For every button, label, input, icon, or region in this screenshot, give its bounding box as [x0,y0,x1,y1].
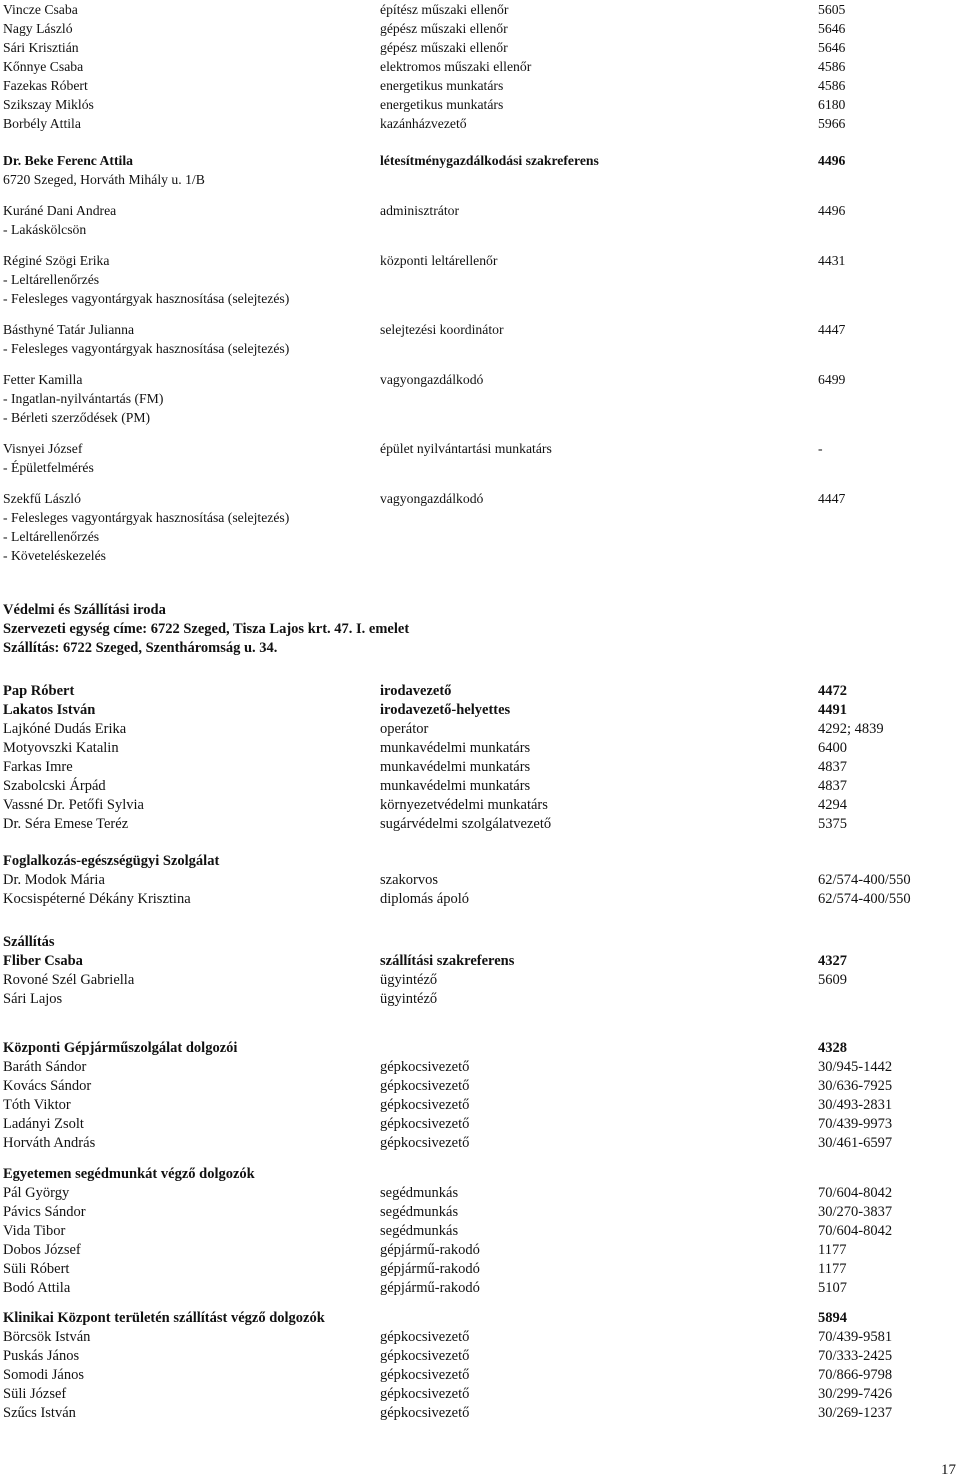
task-line [3,389,933,408]
staff-phone: 1177 [818,1242,847,1258]
staff-extension: 6400 [818,740,847,756]
staff-name: Puskás János [3,1348,80,1364]
staff-extension: 4431 [818,253,846,268]
staff-name: Sári Krisztián [3,40,79,55]
staff-role: vagyongazdálkodó [380,491,484,506]
staff-row [3,370,933,389]
staff-name: Motyovszki Katalin [3,740,119,756]
staff-name: Básthyné Tatár Julianna [3,322,135,337]
section-extension: 4328 [818,1040,847,1056]
staff-row [3,1347,933,1366]
staff-role: segédmunkás [380,1204,459,1220]
staff-name: Pál György [3,1185,70,1201]
staff-row [3,201,933,220]
staff-phone: 70/439-9973 [818,1116,893,1132]
task-line [3,220,933,239]
head-extension: 4496 [818,153,846,168]
staff-phone: 70/866-9798 [818,1367,893,1383]
staff-name: Süli Róbert [3,1261,70,1277]
task-line [3,339,933,358]
staff-name: Dr. Séra Emese Teréz [3,816,129,832]
staff-task: - Ingatlan-nyilvántartás (FM) [3,391,164,406]
staff-name: Kocsispéterné Dékány Krisztina [3,891,191,907]
staff-name: Baráth Sándor [3,1059,87,1075]
staff-name: Lajkóné Dudás Erika [3,721,127,737]
staff-name: Süli József [3,1386,67,1402]
staff-extension: 4837 [818,778,847,794]
staff-row [3,890,933,909]
staff-task: - Felesleges vagyontárgyak hasznosítása (selejtezés) [3,341,290,356]
staff-name: Börcsök István [3,1329,91,1345]
staff-name: Bodó Attila [3,1280,71,1296]
staff-name: Vida Tibor [3,1223,66,1239]
section-heading: Klinikai Központ területén szállítást végző dolgozók [3,1310,325,1326]
staff-role: szállítási szakreferens [380,953,515,969]
staff-extension: 4292; 4839 [818,721,884,737]
staff-row [3,682,933,701]
staff-row [3,1260,933,1279]
staff-role: gépkocsivezető [380,1116,470,1132]
staff-row [3,251,933,270]
section-title [3,1309,933,1328]
staff-role: gépkocsivezető [380,1059,470,1075]
staff-task: - Lakáskölcsön [3,222,87,237]
section-title [3,1039,933,1058]
staff-row [3,871,933,890]
staff-role: gépjármű-rakodó [380,1242,480,1258]
staff-row [3,952,933,971]
staff-phone: 70/604-8042 [818,1223,893,1239]
staff-row [3,76,933,95]
staff-row [3,815,933,834]
staff-role: selejtezési koordinátor [380,322,504,337]
staff-phone: 30/269-1237 [818,1405,893,1421]
staff-phone: 70/439-9581 [818,1329,893,1345]
staff-role: központi leltárellenőr [380,253,498,268]
staff-name: Tóth Viktor [3,1097,71,1113]
staff-role: operátor [380,721,429,737]
staff-phone: 30/945-1442 [818,1059,893,1075]
staff-row [3,990,933,1009]
staff-phone: 70/333-2425 [818,1348,893,1364]
staff-row [3,701,933,720]
head-role: létesítménygazdálkodási szakreferens [380,153,599,168]
staff-name: Kőnnye Csaba [3,59,84,74]
office-shipping-address: Szállítás: 6722 Szeged, Szentháromság u. 34. [3,640,278,656]
staff-task: - Leltárellenőrzés [3,272,100,287]
staff-role: kazánházvezető [380,116,467,131]
staff-name: Visnyei József [3,441,83,456]
staff-phone: 30/270-3837 [818,1204,893,1220]
staff-phone: 30/461-6597 [818,1135,893,1151]
staff-role: ügyintéző [380,972,438,988]
staff-row [3,1241,933,1260]
task-line [3,527,933,546]
head-name: Dr. Beke Ferenc Attila [3,153,134,168]
address-line [3,639,933,658]
staff-row [3,1366,933,1385]
staff-row [3,720,933,739]
task-line [3,546,933,565]
address-line [3,620,933,639]
section-title [3,1165,933,1184]
staff-extension: 5605 [818,2,846,17]
task-line [3,270,933,289]
staff-row [3,1328,933,1347]
staff-role: munkavédelmi munkatárs [380,778,531,794]
staff-row [3,1096,933,1115]
staff-role: gépkocsivezető [380,1386,470,1402]
staff-name: Szekfű László [3,491,81,506]
staff-role: segédmunkás [380,1223,459,1239]
staff-extension: 5646 [818,21,846,36]
staff-name: Kovács Sándor [3,1078,92,1094]
staff-name: Ladányi Zsolt [3,1116,84,1132]
staff-role: diplomás ápoló [380,891,470,907]
staff-name: Dr. Modok Mária [3,872,105,888]
staff-role: gépjármű-rakodó [380,1280,480,1296]
staff-name: Nagy László [3,21,73,36]
section-heading: Egyetemen segédmunkát végző dolgozók [3,1166,255,1182]
staff-extension: 4586 [818,59,846,74]
staff-name: Szűcs István [3,1405,76,1421]
staff-name: Lakatos István [3,702,96,718]
section-heading: Központi Gépjárműszolgálat dolgozói [3,1040,238,1056]
staff-task: - Épületfelmérés [3,460,94,475]
section-title [3,601,933,620]
staff-extension: 5375 [818,816,847,832]
staff-row [3,1115,933,1134]
staff-name: Vassné Dr. Petőfi Sylvia [3,797,144,813]
staff-name: Szabolcski Árpád [3,778,106,794]
staff-name: Kuráné Dani Andrea [3,203,117,218]
staff-row [3,1203,933,1222]
staff-role: energetikus munkatárs [380,97,504,112]
staff-row [3,1077,933,1096]
staff-role: épület nyilvántartási munkatárs [380,441,552,456]
staff-name: Fazekas Róbert [3,78,88,93]
staff-role: gépkocsivezető [380,1405,470,1421]
staff-role: sugárvédelmi szolgálatvezető [380,816,552,832]
staff-phone: 30/493-2831 [818,1097,893,1113]
staff-row [3,758,933,777]
staff-row [3,1134,933,1153]
staff-name: Fetter Kamilla [3,372,83,387]
staff-name: Somodi János [3,1367,84,1383]
staff-extension: 4294 [818,797,847,813]
staff-role: munkavédelmi munkatárs [380,759,531,775]
staff-role: ügyintéző [380,991,438,1007]
staff-name: Pap Róbert [3,683,75,699]
office-title: Védelmi és Szállítási iroda [3,602,166,618]
staff-role: munkavédelmi munkatárs [380,740,531,756]
section-heading: Foglalkozás-egészségügyi Szolgálat [3,853,220,869]
staff-role: irodavezető [380,683,452,699]
head-row [3,151,933,170]
staff-role: vagyongazdálkodó [380,372,484,387]
staff-role: gépkocsivezető [380,1135,470,1151]
staff-phone: 30/299-7426 [818,1386,893,1402]
staff-role: szakorvos [380,872,438,888]
staff-row [3,19,933,38]
staff-row [3,971,933,990]
staff-extension: 4472 [818,683,847,699]
address-line [3,170,933,189]
staff-name: Fliber Csaba [3,953,83,969]
staff-role: elektromos műszaki ellenőr [380,59,532,74]
staff-name: Horváth András [3,1135,96,1151]
staff-extension: 4496 [818,203,846,218]
staff-name: Farkas Imre [3,759,73,775]
staff-row [3,439,933,458]
staff-name: Szikszay Miklós [3,97,94,112]
staff-task: - Felesleges vagyontárgyak hasznosítása (selejtezés) [3,510,290,525]
staff-role: gépkocsivezető [380,1348,470,1364]
staff-name: Rovoné Szél Gabriella [3,972,135,988]
head-address: 6720 Szeged, Horváth Mihály u. 1/B [3,172,205,187]
staff-phone: 70/604-8042 [818,1185,893,1201]
staff-role: környezetvédelmi munkatárs [380,797,548,813]
staff-extension: 4447 [818,491,846,506]
section-title [3,852,933,871]
staff-role: gépkocsivezető [380,1329,470,1345]
staff-row [3,114,933,133]
staff-role: gépkocsivezető [380,1078,470,1094]
staff-name: Sári Lajos [3,991,63,1007]
staff-role: irodavezető-helyettes [380,702,511,718]
staff-row [3,1385,933,1404]
section-extension: 5894 [818,1310,847,1326]
staff-row [3,777,933,796]
staff-extension: - [818,441,823,456]
staff-task: - Felesleges vagyontárgyak hasznosítása (selejtezés) [3,291,290,306]
staff-task: - Követeléskezelés [3,548,106,563]
staff-extension: 5646 [818,40,846,55]
staff-extension: 4837 [818,759,847,775]
staff-row [3,1222,933,1241]
task-line [3,289,933,308]
staff-name: Borbély Attila [3,116,81,131]
staff-extension: 6180 [818,97,846,112]
staff-phone: 30/636-7925 [818,1078,893,1094]
staff-phone: 1177 [818,1261,847,1277]
staff-role: gépkocsivezető [380,1367,470,1383]
staff-row [3,489,933,508]
staff-task: - Leltárellenőrzés [3,529,100,544]
staff-role: gépjármű-rakodó [380,1261,480,1277]
staff-phone: 62/574-400/550 [818,872,911,888]
staff-role: adminisztrátor [380,203,460,218]
staff-extension: 4586 [818,78,846,93]
staff-name: Vincze Csaba [3,2,78,17]
staff-row [3,38,933,57]
section-heading: Szállítás [3,934,55,950]
staff-row [3,1279,933,1298]
staff-name: Pávics Sándor [3,1204,86,1220]
staff-role: építész műszaki ellenőr [380,2,509,17]
office-address: Szervezeti egység címe: 6722 Szeged, Tisza Lajos krt. 47. I. emelet [3,621,410,637]
staff-extension: 6499 [818,372,846,387]
staff-row [3,796,933,815]
staff-row [3,320,933,339]
staff-name: Dobos József [3,1242,81,1258]
staff-extension: 5609 [818,972,847,988]
staff-row [3,1058,933,1077]
staff-row [3,1404,933,1423]
staff-task: - Bérleti szerződések (PM) [3,410,151,425]
staff-role: gépész műszaki ellenőr [380,21,508,36]
task-line [3,458,933,477]
staff-role: gépész műszaki ellenőr [380,40,508,55]
staff-row [3,1184,933,1203]
staff-extension: 4327 [818,953,847,969]
staff-phone: 5107 [818,1280,847,1296]
staff-name: Réginé Szögi Erika [3,253,110,268]
staff-role: gépkocsivezető [380,1097,470,1113]
staff-row [3,739,933,758]
page-number: 17 [941,1462,956,1478]
staff-role: segédmunkás [380,1185,459,1201]
staff-role: energetikus munkatárs [380,78,504,93]
staff-extension: 4491 [818,702,847,718]
staff-extension: 4447 [818,322,846,337]
section-title [3,933,933,952]
staff-row [3,57,933,76]
staff-phone: 62/574-400/550 [818,891,911,907]
task-line [3,508,933,527]
staff-row [3,0,933,19]
task-line [3,408,933,427]
staff-extension: 5966 [818,116,846,131]
staff-row [3,95,933,114]
